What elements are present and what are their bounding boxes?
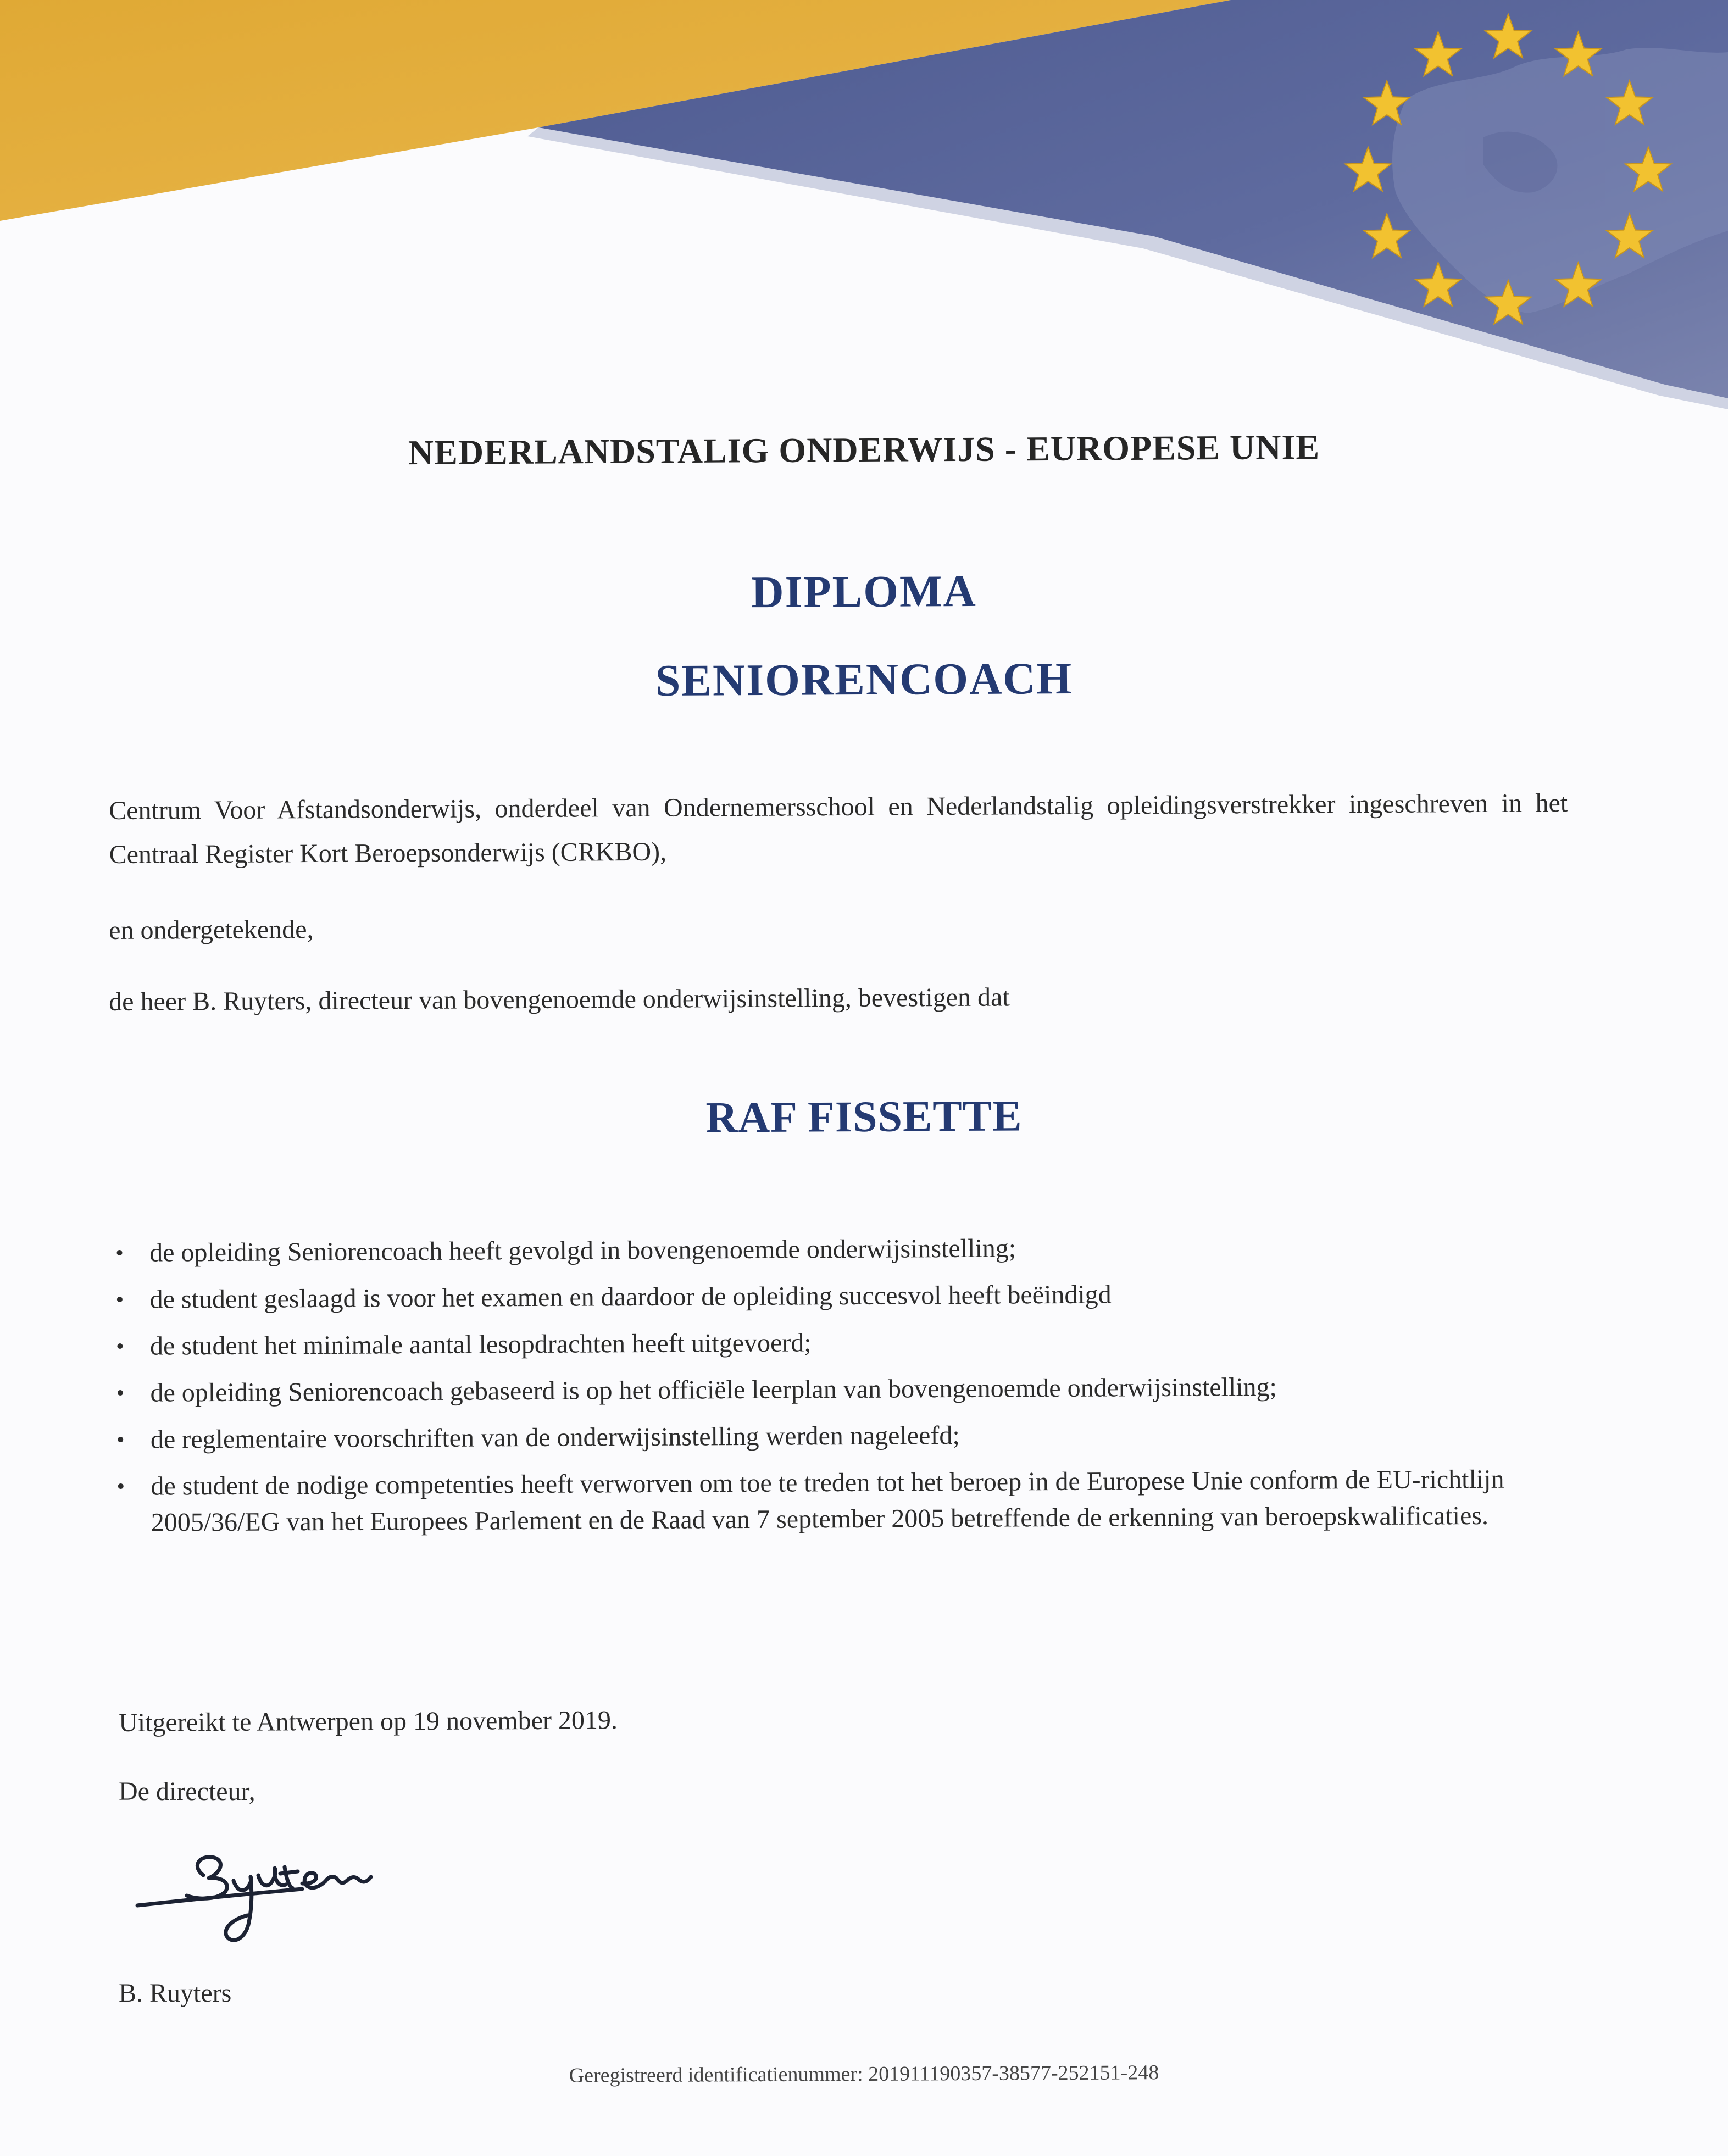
- conditions-list: [115, 1227, 1579, 1552]
- diploma-title: DIPLOMA: [751, 565, 977, 618]
- bullet-icon: •: [116, 1380, 125, 1406]
- intro-paragraph: Centrum Voor Afstandsonderwijs, onderdeel van Ondernemersschool en Nederlandstalig opleidingsverstrekker ingeschreven in het Centraal Register Kort Beroepsonderwijs (CRKBO),: [109, 788, 1568, 869]
- diploma-subject: SENIORENCOACH: [655, 653, 1073, 705]
- registration-number: Geregistreerd identificatienummer: 201911190357-38577-252151-248: [569, 2061, 1159, 2087]
- bullet-icon: •: [116, 1474, 125, 1499]
- signature-image: [121, 1823, 407, 1955]
- director-label: De directeur,: [119, 1777, 255, 1806]
- bullet-icon: •: [115, 1287, 124, 1313]
- list-item: [116, 1461, 1579, 1541]
- bullet-icon: •: [115, 1240, 124, 1266]
- institution-heading: NEDERLANDSTALIG ONDERWIJS - EUROPESE UNIE: [408, 427, 1320, 473]
- condition-text: de student het minimale aantal lesopdrachten heeft uitgevoerd;: [149, 1328, 812, 1361]
- issued-date-line: Uitgereikt te Antwerpen op 19 november 2019.: [119, 1705, 618, 1737]
- condition-text: de student de nodige competenties heeft verworven om toe te treden tot het beroep in de Europese Unie conform de EU-richtlijn 2005/36/EG van het Europees Parlement en de Raad van 7 september 2005 betreffende de erkenning van beroepskwalificaties.: [151, 1464, 1504, 1537]
- condition-text: de opleiding Seniorencoach gebaseerd is op het officiële leerplan van bovengenoemde onderwijsinstelling;: [150, 1372, 1277, 1408]
- list-item: [115, 1274, 1577, 1318]
- recipient-name: RAF FISSETTE: [705, 1092, 1023, 1142]
- list-item: [116, 1414, 1578, 1458]
- list-item: [116, 1368, 1577, 1412]
- list-item: [116, 1321, 1577, 1365]
- director-statement: de heer B. Ruyters, directeur van bovengenoemde onderwijsinstelling, bevestigen dat: [109, 982, 1010, 1016]
- condition-text: de opleiding Seniorencoach heeft gevolgd in bovengenoemde onderwijsinstelling;: [149, 1233, 1016, 1268]
- condition-text: de student geslaagd is voor het examen en daardoor de opleiding succesvol heeft beëindigd: [149, 1280, 1112, 1314]
- undersigned-line: en ondergetekende,: [109, 915, 314, 945]
- signer-name: B. Ruyters: [119, 1979, 232, 2008]
- bullet-icon: •: [116, 1427, 125, 1453]
- bullet-icon: •: [115, 1333, 124, 1359]
- condition-text: de reglementaire voorschriften van de onderwijsinstelling werden nageleefd;: [150, 1420, 960, 1454]
- list-item: [115, 1227, 1577, 1271]
